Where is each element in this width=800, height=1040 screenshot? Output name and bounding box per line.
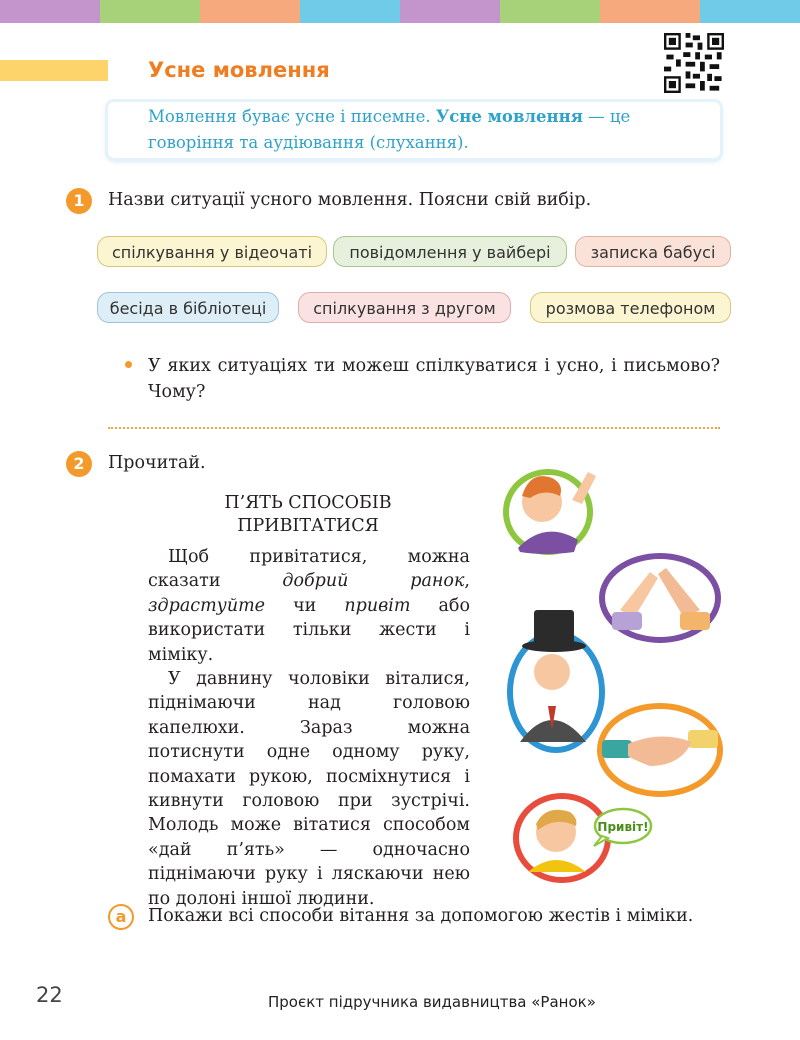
waving-boy-image [506,472,596,554]
color-stripe [0,0,800,23]
stripe-segment [0,0,100,23]
title-accent-bar [0,60,108,81]
boy-saying-hi-image [516,796,608,880]
greetings-illustration [490,460,730,890]
story-text [148,545,470,911]
chip-phone-call[interactable]: розмова телефоном [530,292,731,323]
story-paragraph-1 [148,545,470,667]
story-title-line-1: П’ЯТЬ СПОСОБІВ [224,493,392,513]
task1-instruction: Назви ситуації усного мовлення. Поясни свій вибір. [108,190,592,210]
rule-text: Мовлення буває усне і писемне. [148,107,436,126]
task-number-1: 1 [66,188,92,214]
rule-box [108,102,720,158]
story-title [148,492,468,538]
chip-viber-message[interactable]: повідомлення у вайбері [333,236,567,267]
task-number-2: 2 [66,451,92,477]
rule-bold-term: Усне мовлення [435,107,583,126]
story-text-run: Щоб привітатися, можна сказати [148,547,470,592]
page-title: Усне мовлення [148,58,330,82]
chip-library-talk[interactable]: бесіда в бібліотеці [97,292,279,323]
speech-bubble-text: Привіт! [597,820,649,834]
stripe-segment [700,0,800,23]
task-a-text: Покажи всі способи вітання за допомогою жестів і міміки. [148,906,694,926]
page-number: 22 [36,983,63,1007]
story-text-run: , [464,571,470,592]
stripe-segment [500,0,600,23]
story-text-run: або використати тільки жести і міміку. [148,595,471,665]
stripe-segment [400,0,500,23]
chip-grandma-note[interactable]: записка бабусі [575,236,731,267]
rule-text-end: — це говоріння та аудіювання (слухання). [148,107,631,152]
stripe-segment [300,0,400,23]
story-paragraph-2: У давнину чоловіки віталися, піднімаючи над головою капелюхи. Зараз можна потиснути одне одному руку, помахати рукою, посміхнутися і кивнути головою при зустрічі. Молодь може вітатися способом «дай п’ять» — одночасно піднімаючи руку і ляскаючи нею по долоні іншої людини. [148,669,470,909]
story-title-line-2: ПРИВІТАТИСЯ [237,516,379,536]
story-italic-phrase: привіт [344,595,411,616]
footer-note: Проєкт підручника видавництва «Ранок» [268,993,596,1011]
task1-question: У яких ситуаціях ти можеш спілкуватися і усно, і письмово? Чому? [148,356,720,402]
story-text-run: чи [265,595,345,616]
dotted-divider [108,427,720,429]
story-italic-phrase: добрий ранок [282,571,465,592]
chip-friend-talk[interactable]: спілкування з другом [298,292,511,323]
story-italic-phrase: здрастуйте [148,595,266,616]
stripe-segment [200,0,300,23]
task-letter-a: а [108,904,134,930]
bullet-icon [125,361,132,368]
handshake-image [600,706,720,794]
speech-bubble [594,809,651,846]
chip-video-chat[interactable]: спілкування у відеочаті [97,236,327,267]
task2-instruction: Прочитай. [108,453,206,473]
man-top-hat-image [510,610,602,750]
stripe-segment [100,0,200,23]
stripe-segment [600,0,700,23]
qr-code-icon[interactable] [664,33,724,93]
high-five-image [602,556,718,640]
